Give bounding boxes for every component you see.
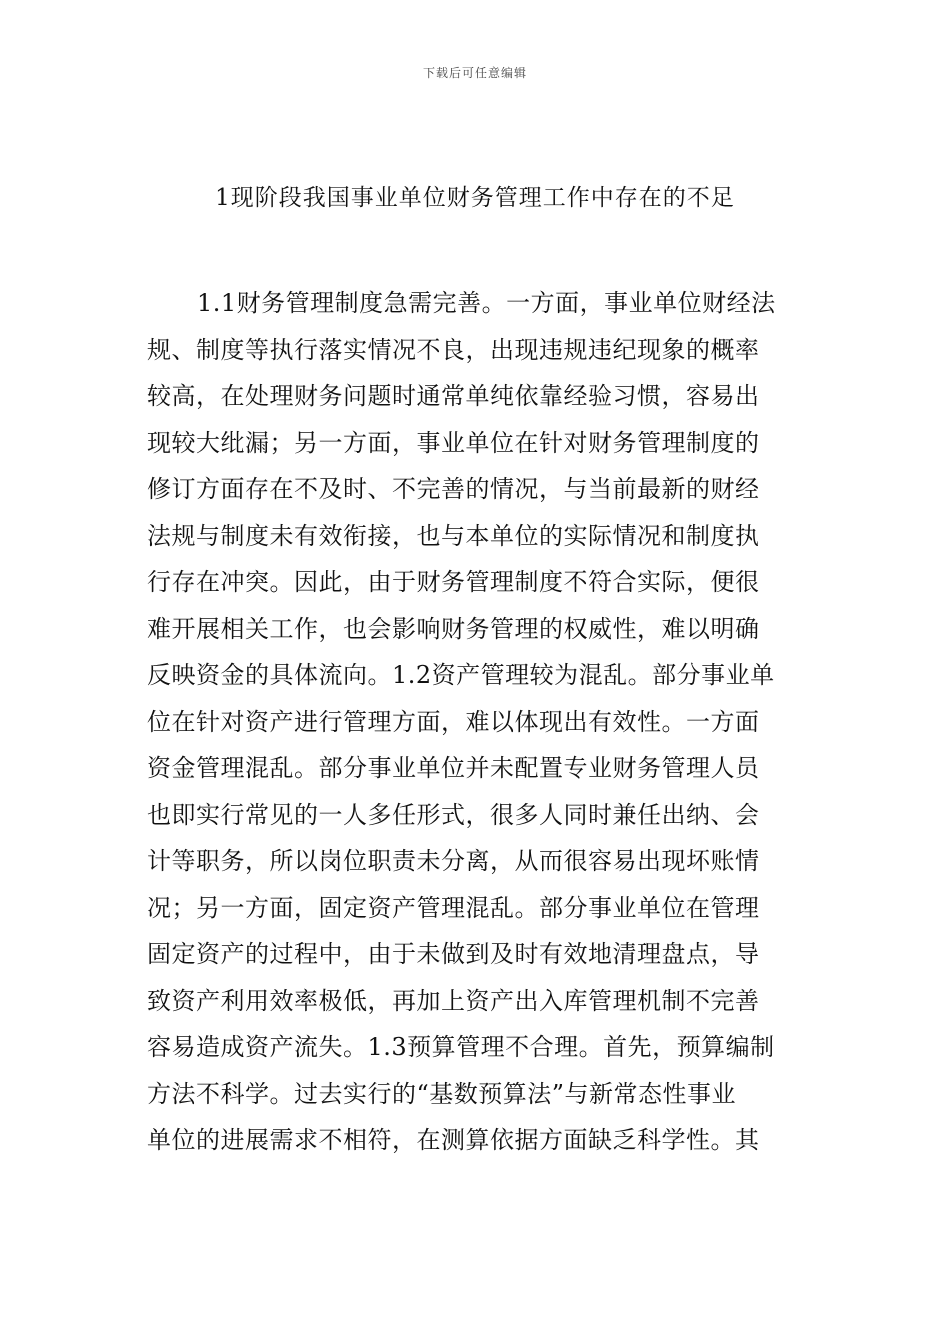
- text-line: 资金管理混乱。部分事业单位并未配置专业财务管理人员: [147, 754, 760, 782]
- text-line: 况；另一方面，固定资产管理混乱。部分事业单位在管理: [147, 893, 760, 922]
- text-line: 固定资产的过程中，由于未做到及时有效地清理盘点，导: [147, 940, 760, 968]
- text-line: 修订方面存在不及时、不完善的情况，与当前最新的财经: [147, 475, 760, 503]
- text-line: 行存在冲突。因此，由于财务管理制度不符合实际，便很: [147, 568, 760, 596]
- header-note: 下载后可任意编辑: [422, 66, 527, 80]
- text-line: 容易造成资产流失。1.3预算管理不合理。首先，预算编制: [147, 1033, 775, 1061]
- text-line: 反映资金的具体流向。1.2资产管理较为混乱。部分事业单: [147, 661, 775, 689]
- body-text: [147, 280, 809, 1164]
- text-line: 致资产利用效率极低，再加上资产出入库管理机制不完善: [147, 986, 760, 1015]
- text-line: 位在针对资产进行管理方面，难以体现出有效性。一方面: [147, 707, 760, 736]
- text-line: 计等职务，所以岗位职责未分离，从而很容易出现坏账情: [147, 847, 760, 875]
- text-line: 单位的进展需求不相符，在测算依据方面缺乏科学性。其: [147, 1126, 760, 1154]
- document-title: 1现阶段我国事业单位财务管理工作中存在的不足: [215, 185, 735, 211]
- text-line: 1.1财务管理制度急需完善。一方面，事业单位财经法: [197, 289, 776, 317]
- text-line: 难开展相关工作，也会影响财务管理的权威性，难以明确: [147, 614, 760, 643]
- text-line: 现较大纰漏；另一方面，事业单位在针对财务管理制度的: [147, 428, 760, 457]
- text-line: 也即实行常见的一人多任形式，很多人同时兼任出纳、会: [147, 800, 760, 829]
- text-line: 法规与制度未有效衔接，也与本单位的实际情况和制度执: [147, 521, 760, 550]
- text-line: 规、制度等执行落实情况不良，出现违规违纪现象的概率: [147, 335, 760, 364]
- text-line: 方法不科学。过去实行的“基数预算法”与新常态性事业: [147, 1079, 737, 1108]
- text-line: 较高，在处理财务问题时通常单纯依靠经验习惯，容易出: [147, 382, 760, 410]
